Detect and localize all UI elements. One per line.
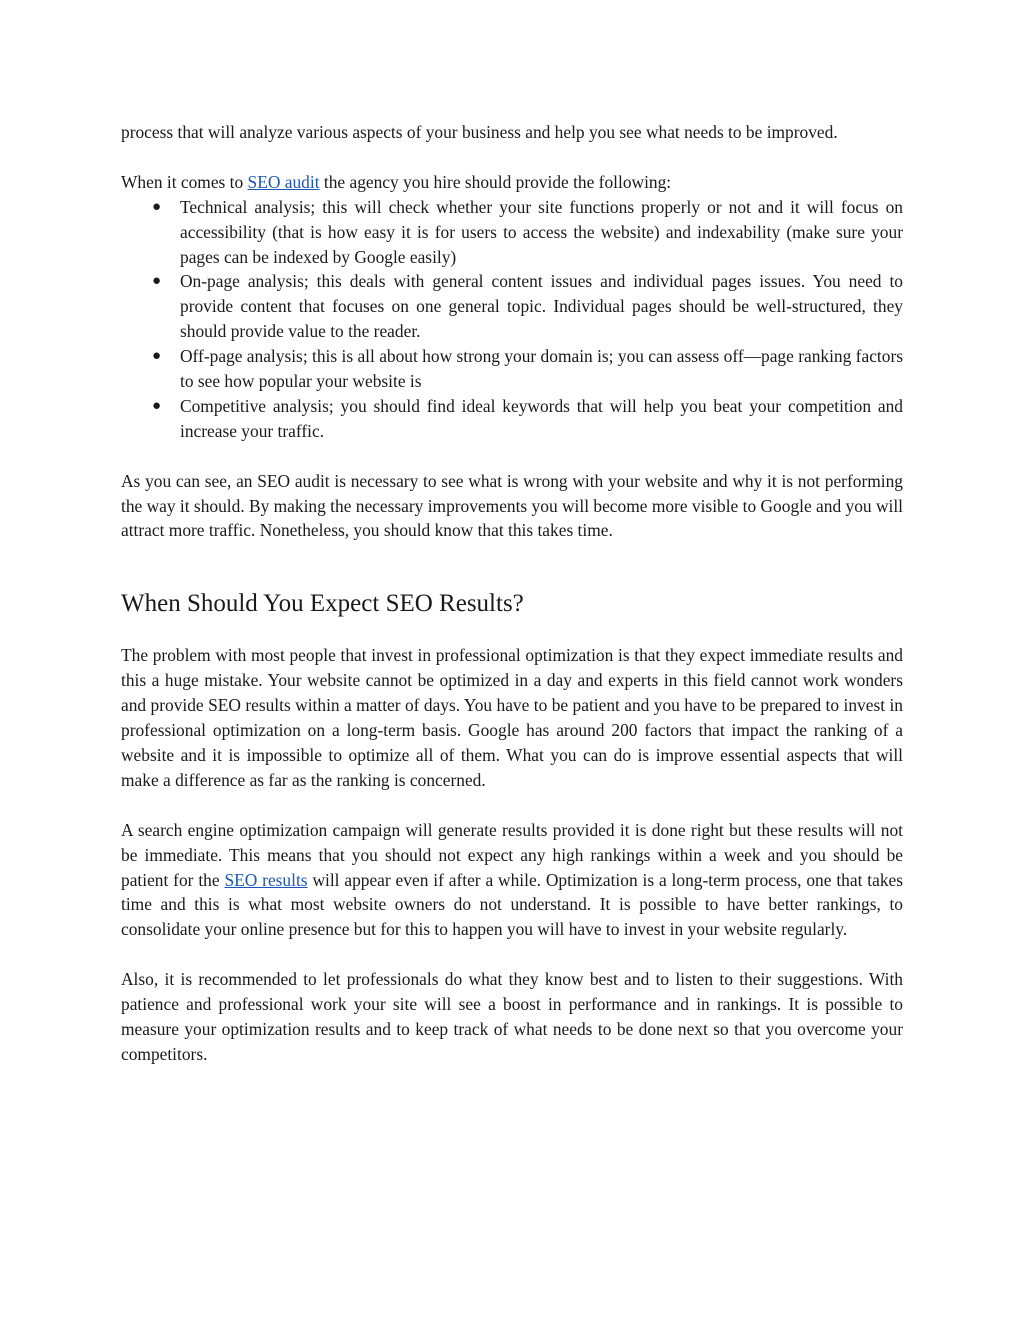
seo-audit-link[interactable]: SEO audit: [247, 171, 320, 192]
results-paragraph-1: The problem with most people that invest in professional optimization is that they expect immediate results and this a huge mistake. Your website cannot be optimized in a day and experts in this field cannot work wonders and provide SEO results within a matter of days. You have to be patient and you have to be prepared to invest in professional optimization on a long-term basis. Google has around 200 factors that impact the ranking of a website and it is impossible to optimize all of them. What you can do is improve essential aspects that will make a difference as far as the ranking is concerned.: [121, 645, 903, 790]
list-item-text: Competitive analysis; you should find ideal keywords that will help you beat your competition and increase your traffic.: [180, 395, 903, 441]
results-paragraph-2-before: A search engine optimization campaign will generate results provided it is done right but these results will not be immediate. This means that you should not expect any high rankings within a week and you should be patient for the: [121, 819, 903, 890]
list-item: [121, 269, 903, 344]
results-paragraph-2: [121, 818, 903, 943]
audit-lead-paragraph: [121, 170, 903, 195]
list-item: [121, 344, 903, 394]
intro-paragraph: process that will analyze various aspects of your business and help you see what needs to be improved.: [121, 122, 838, 142]
bullet-icon: ●: [152, 348, 162, 365]
bullet-icon: ●: [152, 273, 162, 290]
audit-lead-before: When it comes to: [121, 171, 248, 192]
list-item: [121, 195, 903, 270]
section-heading: When Should You Expect SEO Results?: [121, 590, 524, 618]
list-item-text: Technical analysis; this will check whether your site functions properly or not and it will focus on accessibility (that is how easy it is for users to access the website) and indexability (make sure your pages can be indexed by Google easily): [180, 196, 903, 267]
results-paragraph-3: Also, it is recommended to let professionals do what they know best and to listen to their suggestions. With patience and professional work your site will see a boost in performance and in rankings. It is possible to measure your optimization results and to keep track of what needs to be done next so that you overcome your competitors.: [121, 969, 903, 1064]
document-page: [121, 120, 903, 1067]
list-item-text: On-page analysis; this deals with general content issues and individual pages issues. You need to provide content that focuses on one general topic. Individual pages should be well-structured, they should provide value to the reader.: [180, 271, 903, 342]
audit-lead-after: the agency you hire should provide the following:: [323, 171, 672, 192]
bullet-icon: ●: [152, 397, 162, 414]
bullet-icon: ●: [152, 198, 162, 215]
list-item: [121, 394, 903, 444]
seo-results-link[interactable]: SEO results: [224, 869, 308, 890]
audit-summary-paragraph: As you can see, an SEO audit is necessary to see what is wrong with your website and why it is not performing the way it should. By making the necessary improvements you will become more visible to Google and you will attract more traffic. Nonetheless, you should know that this takes time.: [121, 470, 903, 541]
results-paragraph-2-after: will appear even if after a while. Optimization is a long-term process, one that takes time and this is what most website owners do not understand. It is possible to have better rankings, to consolidate your online presence but for this to happen you will have to invest in your website regularly.: [121, 869, 903, 940]
audit-list: [121, 195, 903, 444]
list-item-text: Off-page analysis; this is all about how strong your domain is; you can assess off—page ranking factors to see how popular your website is: [180, 346, 903, 392]
